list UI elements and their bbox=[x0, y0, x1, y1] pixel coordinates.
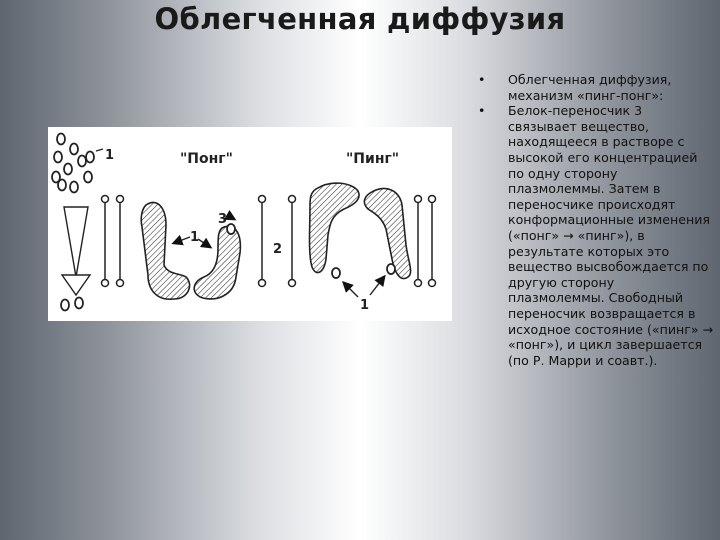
carrier-protein-pong-left bbox=[141, 202, 189, 299]
figure-label-2: 2 bbox=[273, 242, 283, 257]
slide-title: Облегченная диффузия bbox=[154, 2, 566, 36]
bullet-item bbox=[478, 103, 714, 368]
ping-label: "Пинг" bbox=[346, 151, 400, 167]
bullet-text: Облегченная диффузия, механизм «пинг-понг»: bbox=[508, 72, 672, 103]
bullet-marker: • bbox=[478, 103, 486, 119]
bullet-list bbox=[478, 72, 714, 368]
bound-substrate bbox=[227, 224, 235, 234]
pong-label: "Понг" bbox=[180, 151, 233, 167]
substrate-cluster bbox=[52, 134, 94, 193]
membrane-segment bbox=[415, 196, 436, 287]
bullet-item bbox=[478, 72, 714, 103]
substrate-molecule bbox=[61, 300, 69, 311]
released-substrate bbox=[387, 264, 395, 274]
carrier-protein-pong-right bbox=[194, 226, 240, 299]
released-substrate bbox=[332, 268, 340, 278]
carrier-protein-ping-left bbox=[310, 183, 360, 272]
bullet-text: Белок-переносчик 3 связывает вещество, находящееся в растворе с высокой его концентрацией по одну сторону плазмолеммы. Затем в переносчике происходят конформационные изменения («понг» → «пинг»), в результате которых это вещество высвобождается по другую сторону плазмолеммы. Свободный переносчик возвращается в исходное состояние («пинг» → «понг»), и цикл завершается (по Р. Марри и соавт.). bbox=[508, 103, 714, 368]
figure-label-3: 3 bbox=[218, 212, 228, 227]
substrate-molecule bbox=[75, 298, 83, 309]
gradient-arrow bbox=[62, 207, 90, 295]
figure-label-1-mid: 1 bbox=[190, 230, 200, 245]
membrane-segment bbox=[259, 196, 296, 287]
bullet-marker: • bbox=[478, 72, 486, 87]
transport-diagram bbox=[48, 127, 452, 321]
membrane-segment bbox=[102, 196, 124, 287]
figure-label-1-left: 1 bbox=[105, 148, 115, 163]
figure-label-1-bottom: 1 bbox=[360, 298, 370, 313]
